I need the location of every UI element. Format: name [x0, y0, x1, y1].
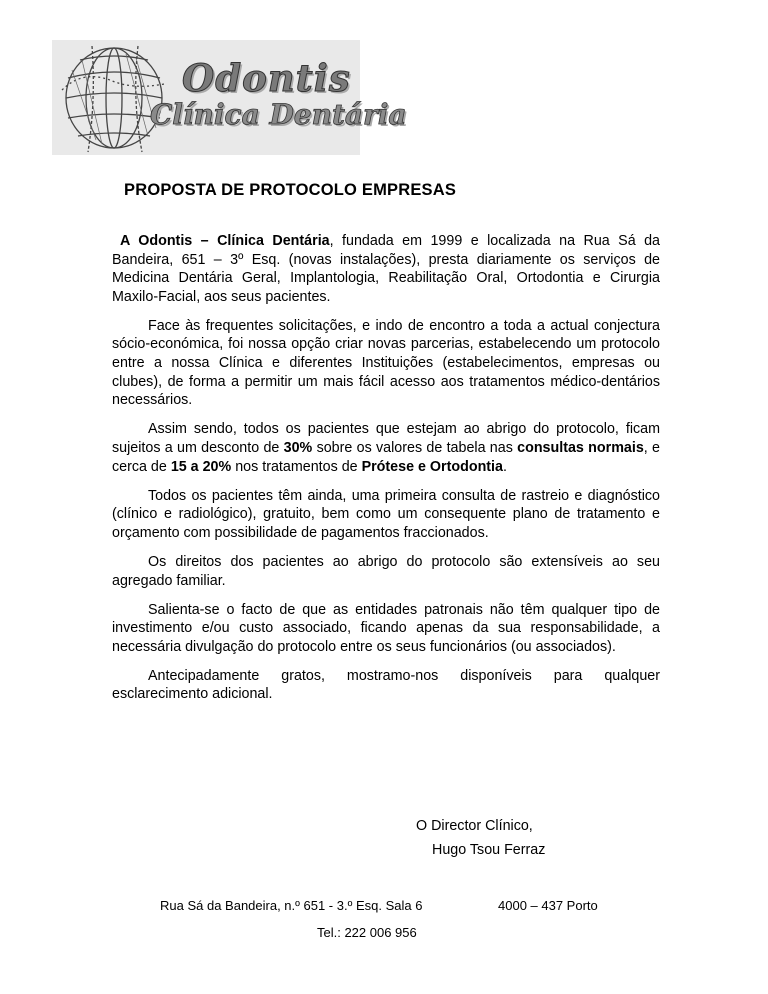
discount-text: Assim sendo, todos os pacientes que estejam ao abrigo do protocolo, ficam sujeitos a um desconto de	[112, 421, 660, 456]
discount-text: nos tratamentos de	[231, 458, 362, 475]
paragraph-closing: Antecipadamente gratos, mostramo-nos disponíveis para qualquer esclarecimento adicional.	[112, 667, 660, 703]
discount-value: 15 a 20%	[170, 458, 232, 475]
paragraph-intro	[112, 232, 660, 306]
footer-address: Rua Sá da Bandeira, n.º 651 - 3.º Esq. Sala 6	[160, 898, 423, 913]
paragraph-free-consultation: Todos os pacientes têm ainda, uma primeira consulta de rastreio e diagnóstico (clínico e radiológico), gratuito, bem como um consequente plano de tratamento e orçamento com possibilidade de pagamentos fraccionados.	[112, 487, 660, 541]
signature-name: Hugo Tsou Ferraz	[432, 842, 546, 858]
document-title: PROPOSTA DE PROTOCOLO EMPRESAS	[124, 181, 457, 199]
paragraph-discounts	[112, 420, 660, 476]
footer-postal-code: 4000 – 437 Porto	[498, 898, 598, 913]
footer-phone: Tel.: 222 006 956	[317, 925, 417, 940]
paragraph-family: Os direitos dos pacientes ao abrigo do protocolo são extensíveis ao seu agregado familiar.	[112, 553, 660, 589]
logo-name: Odontis	[182, 56, 351, 100]
clinic-logo	[52, 40, 407, 155]
paragraph-partnerships: Face às frequentes solicitações, e indo de encontro a toda a actual conjectura sócio-económica, foi nossa opção criar novas parcerias, estabelecendo um protocolo entre a nossa Clínica e diferentes Instituições (estabelecimentos, empresas ou clubes), de forma a permitir um mais fácil acesso aos tratamentos médico-dentários necessários.	[112, 317, 660, 409]
paragraph-employers: Salienta-se o facto de que as entidades patronais não têm qualquer tipo de investimento e/ou custo associado, ficando apenas da sua responsabilidade, a necessária divulgação do protocolo entre os seus funcionários (ou associados).	[112, 601, 660, 655]
discount-service: Prótese e Ortodontia	[361, 458, 503, 475]
discount-text: sobre os valores de tabela nas	[312, 439, 518, 456]
intro-text: , fundada em 1999 e localizada na Rua Sá da Bandeira, 651 – 3º Esq. (novas instalações), presta diariamente os serviços de Medicina Dentária Geral, Implantologia, Reabilitação Oral, Ortodontia e Cirurgia Maxilo-Facial, aos seus pacientes.	[112, 233, 660, 305]
clinic-name-lead: A Odontis – Clínica Dentária	[120, 233, 330, 249]
discount-service: consultas normais	[517, 439, 644, 456]
signature-role: O Director Clínico,	[416, 818, 533, 834]
letter-body	[112, 232, 660, 715]
discount-value: 30%	[283, 439, 313, 456]
discount-text: , e cerca de	[112, 439, 660, 475]
discount-text: .	[502, 458, 507, 475]
logo-subtitle: Clínica Dentária	[150, 98, 407, 131]
